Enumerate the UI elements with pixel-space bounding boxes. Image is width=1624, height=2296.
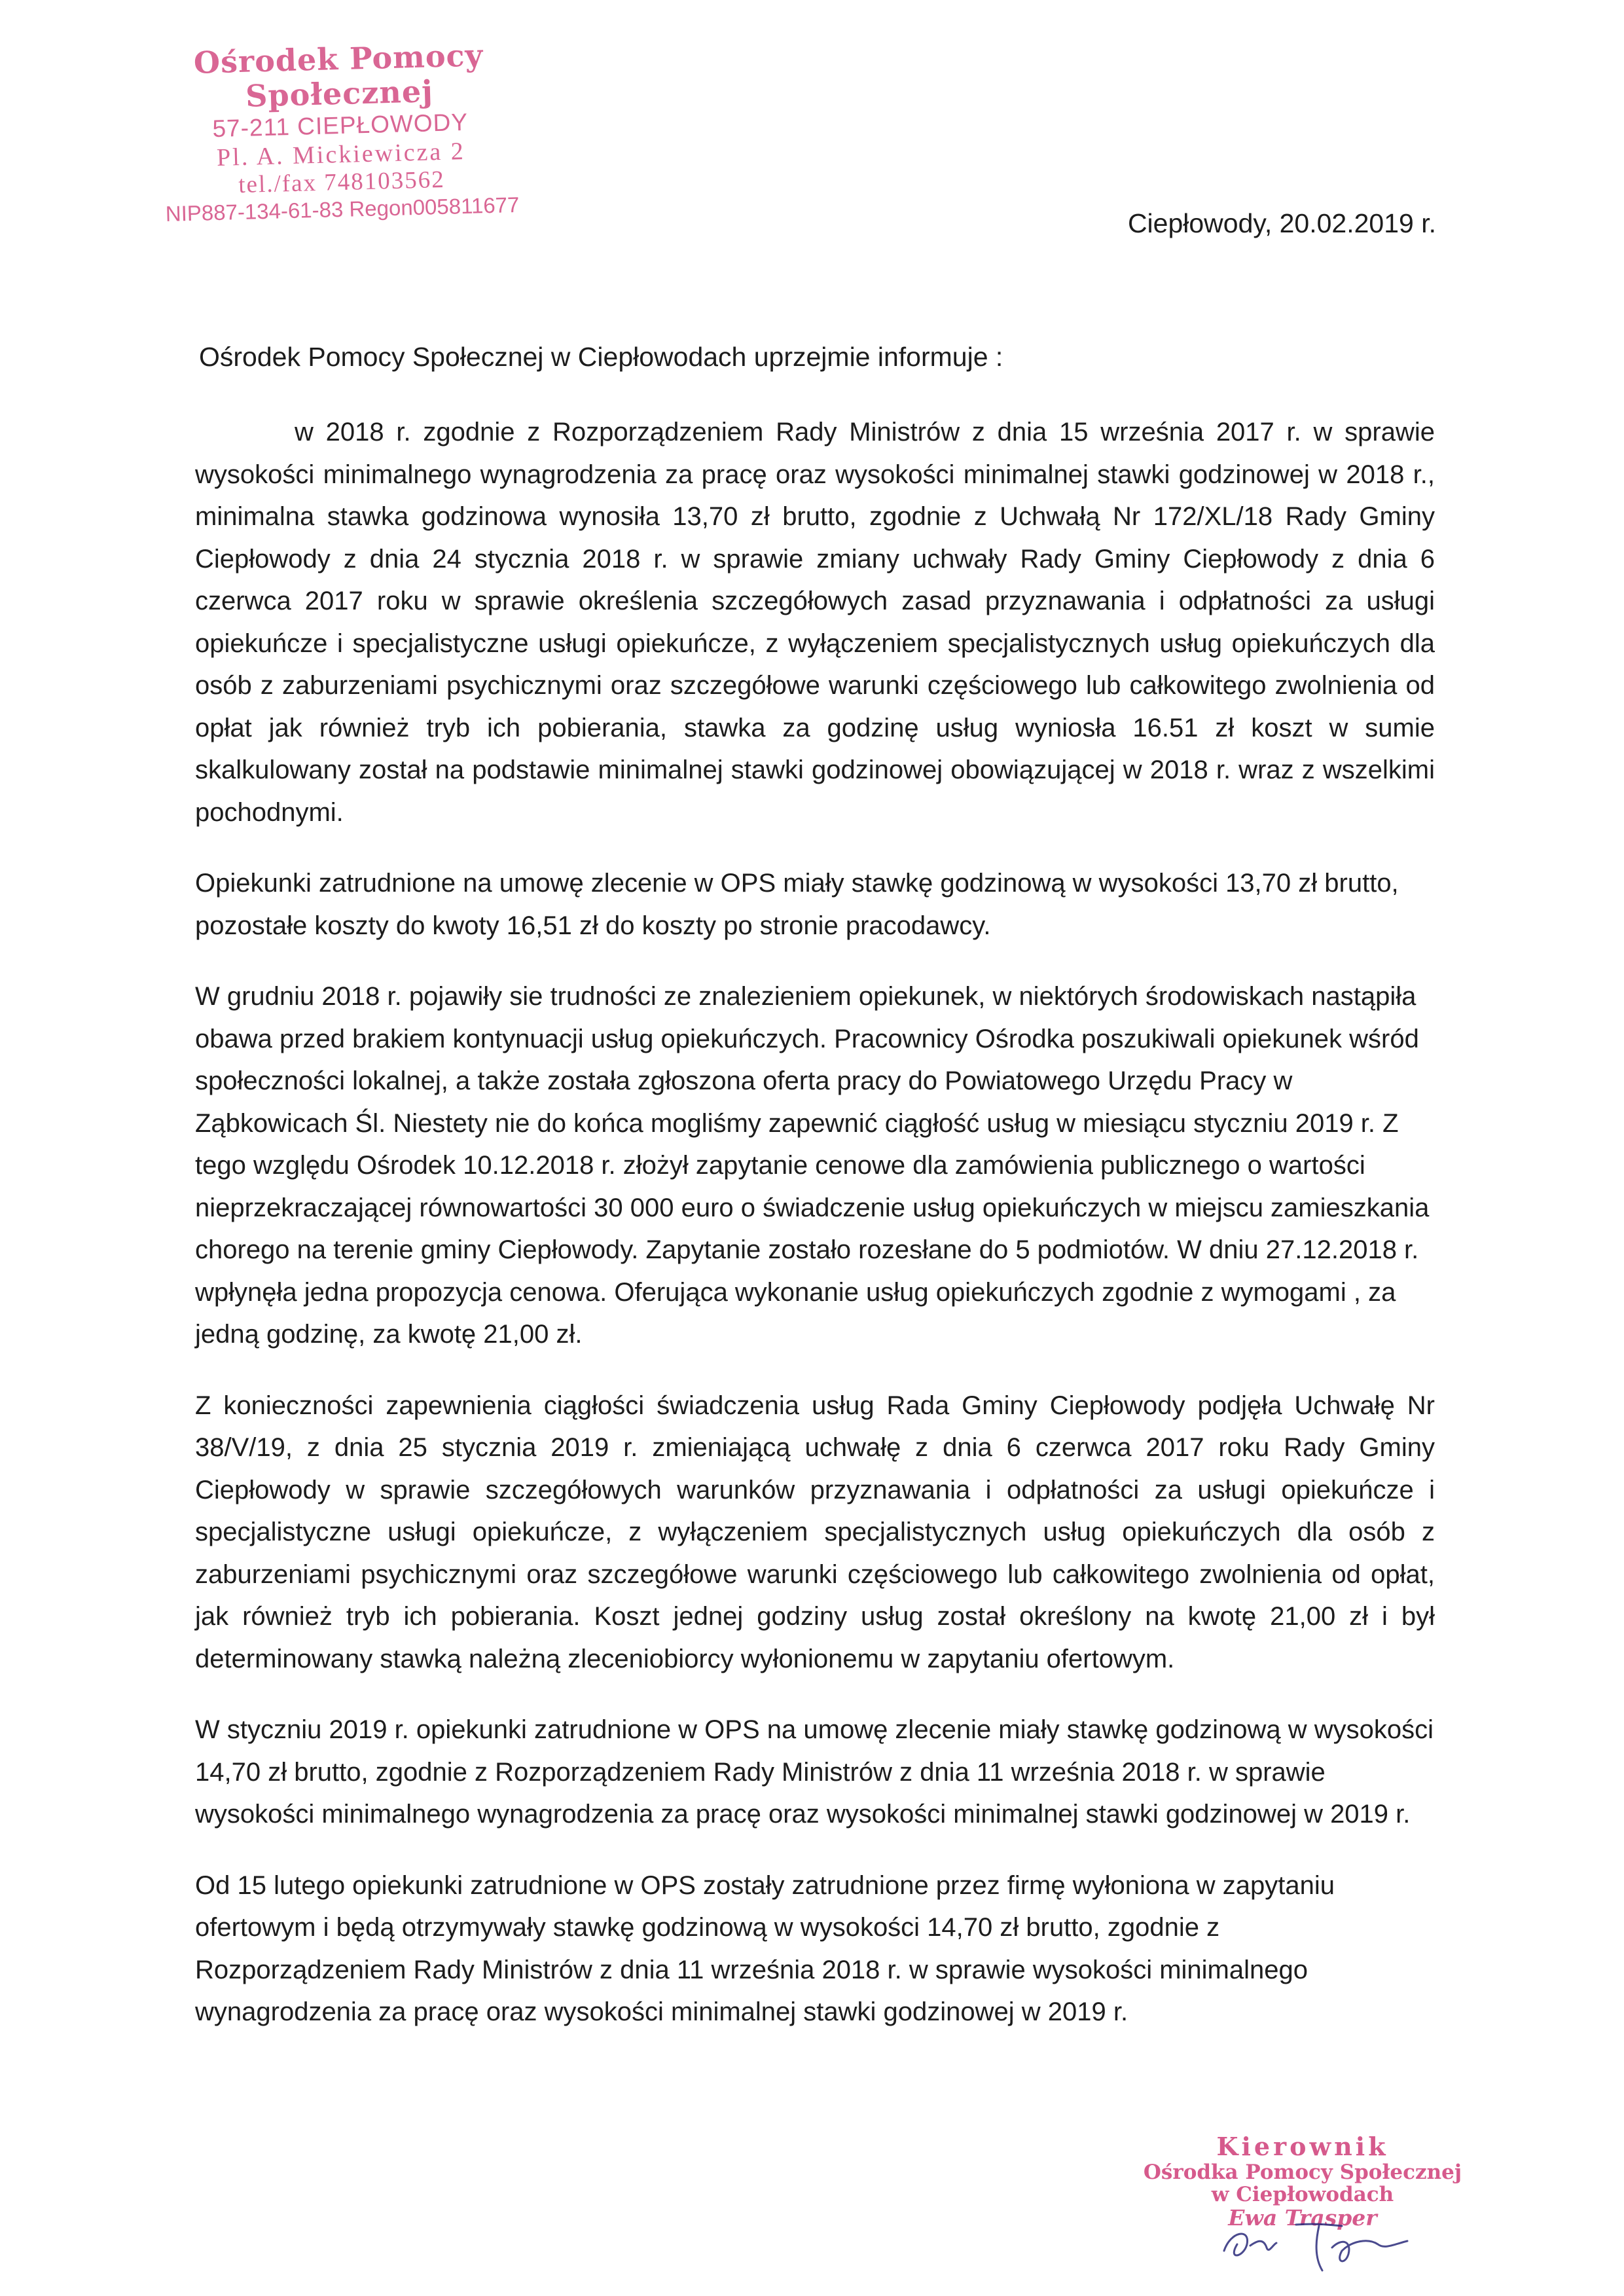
paragraph-caregiver-rate: Opiekunki zatrudnione na umowę zlecenie w OPS miały stawkę godzinową w wysokości 13,70 zł brutto, pozostałe koszty do kwoty 16,51 zł do koszty po stronie pracodawcy. — [195, 869, 1399, 940]
signature-institution: Ośrodka Pomocy Społecznej — [1143, 2160, 1462, 2184]
paragraph-2018-rates: w 2018 r. zgodnie z Rozporządzeniem Rady Ministrów z dnia 15 września 2017 r. w sprawie wysokości minimalnego wynagrodzenia za pracę oraz wysokości minimalnej stawki godzinowej w 2018 r., minimalna stawka godzinowa wynosiła 13,70 zł brutto, zgodnie z Uchwałą Nr 172/XL/18 Rady Gminy Ciepłowody z dnia 24 stycznia 2018 r. w sprawie zmiany uchwały Rady Gminy Ciepłowody z dnia 6 czerwca 2017 roku w sprawie określenia szczegółowych zasad przyznawania i odpłatności za usługi opiekuńcze i specjalistyczne usługi opiekuńcze, z wyłączeniem specjalistycznych usług opiekuńczych dla osób z zaburzeniami psychicznymi oraz szczegółowe warunki częściowego lub całkowitego zwolnienia od opłat jak również tryb ich pobierania, stawka za godzinę usług wyniosła 16.51 zł koszt w sumie skalkulowany został na podstawie minimalnej stawki godzinowej obowiązującej w 2018 r. wraz z wszelkimi pochodnymi. — [195, 418, 1435, 827]
letter-intro: Ośrodek Pomocy Społecznej w Ciepłowodach uprzejmie informuje : — [199, 342, 1003, 372]
handwritten-signature — [1211, 2205, 1420, 2284]
signature-stamp — [1139, 2133, 1466, 2231]
letter-body — [195, 411, 1435, 2062]
letter-date: Ciepłowody, 20.02.2019 r. — [1127, 208, 1436, 238]
paragraph-council-resolution: Z konieczności zapewnienia ciągłości świadczenia usług Rada Gminy Ciepłowody podjęła Uchwałę Nr 38/V/19, z dnia 25 stycznia 2019 r. zmieniającą uchwałę z dnia 6 czerwca 2017 roku Rady Gminy Ciepłowody w sprawie szczegółowych warunków przyznawania i odpłatności za usługi opiekuńcze i specjalistyczne usługi opiekuńcze, z wyłączeniem specjalistycznych usług opiekuńczych dla osób z zaburzeniami psychicznymi oraz szczegółowe warunki częściowego lub całkowitego zwolnienia od opłat, jak również tryb ich pobierania. Koszt jednej godziny usług został określony na kwotę 21,00 zł i był determinowany stawką należną zleceniobiorcy wyłonionemu w zapytaniu ofertowym. — [195, 1391, 1435, 1673]
stamp-address: Pl. A. Mickiewicza 2 — [216, 137, 466, 172]
paragraph-february-2019: Od 15 lutego opiekunki zatrudnione w OPS zostały zatrudnione przez firmę wyłoniona w zapytaniu ofertowym i będą otrzymywały stawkę godzinową w wysokości 14,70 zł brutto, zgodnie z Rozporządzeniem Rady Ministrów z dnia 11 września 2018 r. w sprawie wysokości minimalnego wynagrodzenia za pracę oraz wysokości minimalnej stawki godzinowej w 2019 r. — [195, 1870, 1335, 2026]
stamp-phone: tel./fax 748103562 — [238, 166, 446, 198]
signature-person-name: Ewa Trasper — [1228, 2204, 1377, 2231]
stamp-tax-ids: NIP887-134-61-83 Regon005811677 — [165, 192, 520, 226]
signature-location: w Ciepłowodach — [1211, 2183, 1394, 2207]
paragraph-december-2018: W grudniu 2018 r. pojawiły sie trudności ze znalezieniem opiekunek, w niektórych środowiskach nastąpiła obawa przed brakiem kontynuacji usług opiekuńczych. Pracownicy Ośrodka poszukiwali opiekunek wśród społeczności lokalnej, a także została zgłoszona oferta pracy do Powiatowego Urzędu Pracy w Ząbkowicach Śl. Niestety nie do końca mogliśmy zapewnić ciągłość usług w miesiącu styczniu 2019 r. Z tego względu Ośrodek 10.12.2018 r. złożył zapytanie cenowe dla zamówienia publicznego o wartości nieprzekraczającej równowartości 30 000 euro o świadczenie usług opiekuńczych w miejscu zamieszkania chorego na terenie gminy Ciepłowody. Zapytanie zostało rozesłane do 5 podmiotów. W dniu 27.12.2018 r. wpłynęła jedna propozycja cenowa. Oferująca wykonanie usług opiekuńczych zgodnie z wymogami , za jedną godzinę, za kwotę 21,00 zł. — [195, 982, 1430, 1349]
stamp-institution-name: Ośrodek Pomocy Społecznej — [193, 37, 484, 115]
stamp-postal-code: 57-211 CIEPŁOWODY — [211, 108, 469, 142]
institution-stamp — [135, 37, 546, 227]
signature-title: Kierownik — [1216, 2132, 1389, 2161]
paragraph-january-2019: W styczniu 2019 r. opiekunki zatrudnione w OPS na umowę zlecenie miały stawkę godzinową w wysokości 14,70 zł brutto, zgodnie z Rozporządzeniem Rady Ministrów z dnia 11 września 2018 r. w sprawie wysokości minimalnego wynagrodzenia za pracę oraz wysokości minimalnej stawki godzinowej w 2019 r. — [195, 1715, 1434, 1829]
